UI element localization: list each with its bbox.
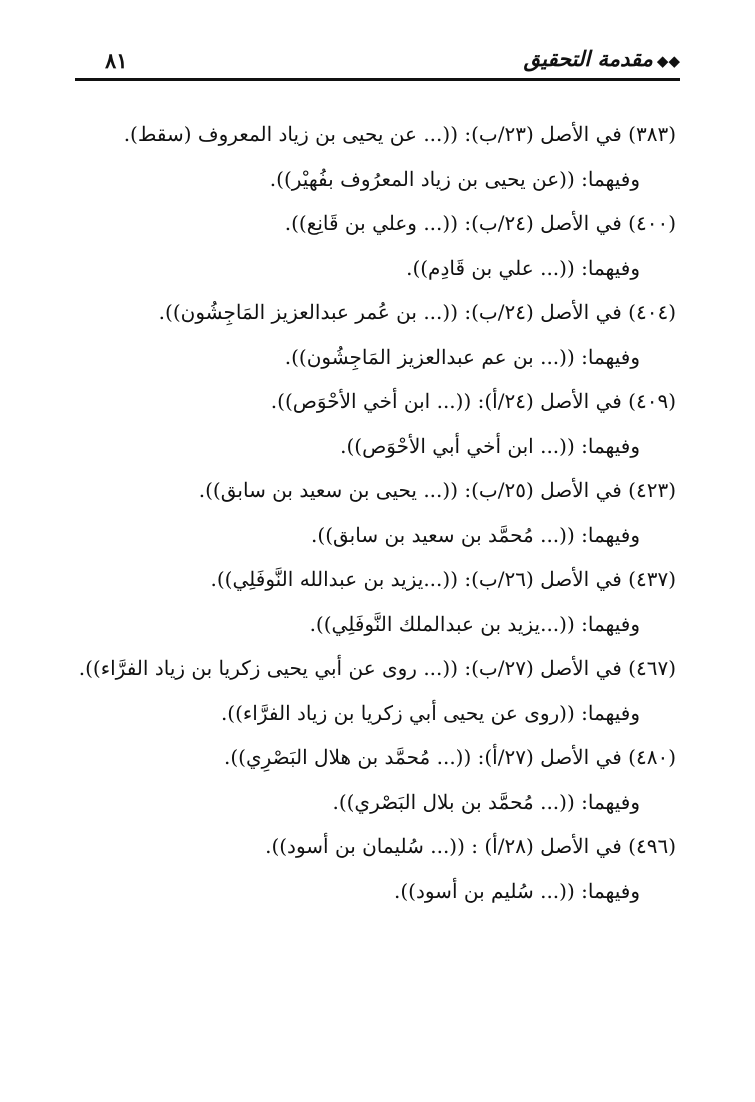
running-title-text: مقدمة التحقيق — [523, 46, 653, 71]
entry-source: (٤٣٧) في الأصل (٢٦/ب): ((...يزيد بن عبدالله النَّوفَلِي)). — [210, 567, 676, 591]
entry-both: وفيهما: ((... مُحمَّد بن سعيد بن سابق)). — [311, 522, 640, 547]
entry-both: وفيهما: ((... ابن أخي أبي الأحْوَص)). — [340, 433, 640, 458]
entry-both: وفيهما: ((... مُحمَّد بن بلال البَصْري)). — [332, 789, 640, 814]
header-rule — [75, 78, 680, 81]
entry-both: وفيهما: ((... سُليم بن أسود)). — [393, 878, 640, 903]
entry-source: (٤٢٣) في الأصل (٢٥/ب): ((... يحيى بن سعيد بن سابق)). — [198, 478, 676, 502]
entry-both: وفيهما: ((... بن عم عبدالعزيز المَاجِشُون)). — [284, 344, 640, 369]
entry-source: (٤٠٤) في الأصل (٢٤/ب): ((... بن عُمر عبدالعزيز المَاجِشُون)). — [158, 300, 676, 324]
entry-source: (٤٠٩) في الأصل (٢٤/أ): ((... ابن أخي الأحْوَص)). — [270, 389, 676, 413]
entry-both: وفيهما: ((عن يحيى بن زياد المعرُوف بفُهيْر)). — [269, 166, 640, 191]
diamond-ornament-icon: ◆◆ — [656, 52, 680, 70]
entry-source: (٤٨٠) في الأصل (٢٧/أ): ((... مُحمَّد بن هلال البَصْرِي)). — [224, 745, 676, 769]
entry-both: وفيهما: ((... علي بن قَادِم)). — [406, 255, 640, 280]
entry-both: وفيهما: ((...يزيد بن عبدالملك النَّوفَلِي)). — [309, 611, 640, 636]
entry-both: وفيهما: ((روى عن يحيى أبي زكريا بن زياد الفرَّاء)). — [220, 700, 640, 725]
entry-source: (٤٩٦) في الأصل (٢٨/أ) : ((... سُليمان بن أسود)). — [265, 834, 676, 858]
entry-source: (٤٠٠) في الأصل (٢٤/ب): ((... وعلي بن قَانِع)). — [284, 211, 676, 235]
entry-source: (٣٨٣) في الأصل (٢٣/ب): ((... عن يحيى بن زياد المعروف (سقط). — [123, 122, 676, 146]
page-number: ٨١ — [105, 48, 128, 73]
page-body — [75, 112, 680, 913]
page-header — [75, 44, 680, 82]
entry-source: (٤٦٧) في الأصل (٢٧/ب): ((... روى عن أبي يحيى زكريا بن زياد الفرَّاء)). — [78, 656, 676, 680]
running-title — [524, 46, 680, 71]
